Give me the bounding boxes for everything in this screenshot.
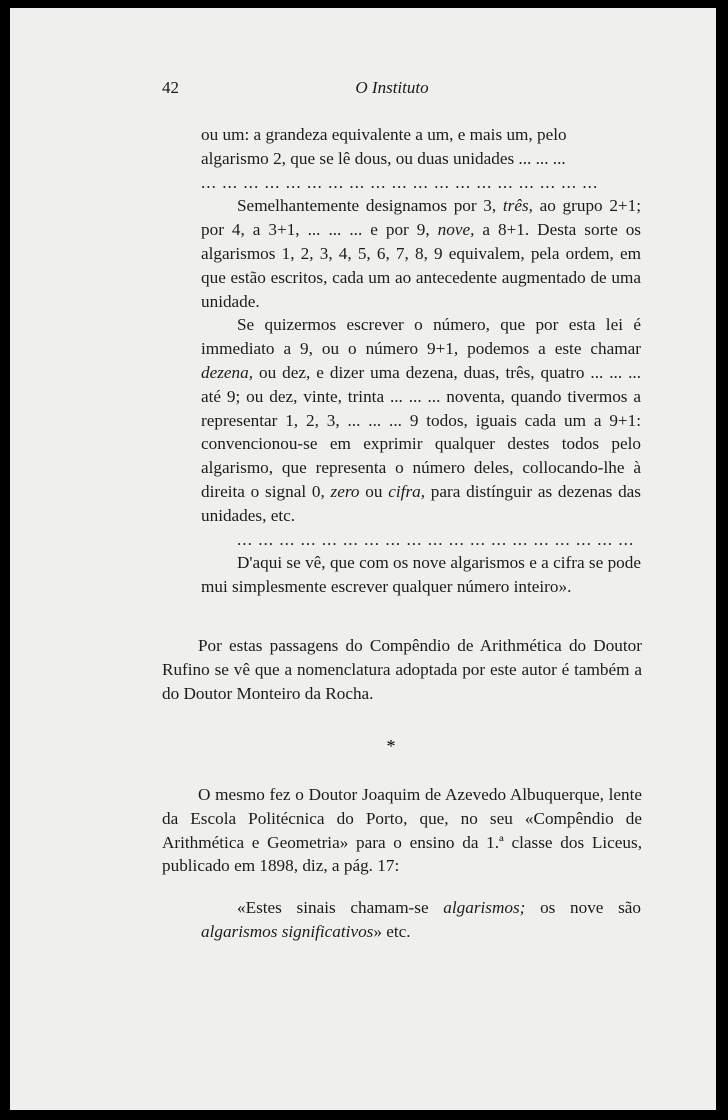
ellipsis-line-2: ... ... ... ... ... ... ... ... ... ... ... ... ... ... ... ... ... ... ... [237, 529, 635, 549]
quote-block-1 [201, 123, 641, 599]
quote-paragraph-4: D'aqui se vê, que com os nove algarismos e a cifra se pode mui simplesmente escrever qualquer número inteiro». [201, 553, 641, 597]
quote-paragraph-3: Se quizermos escrever o número, que por esta lei é immediato a 9, ou o número 9+1, podemos a este chamar dezena, ou dez, e dizer uma dezena, duas, três, quatro ... ... ... até 9; ou dez, vinte, trinta ... ... ... noventa, quando tivermos a representar 1, 2, 3, ... ... ... 9 todos, iguais cada um a 9+1: convencionou-se em exprimir qualquer destes todos pelo algarismo, que representa o número deles, collocando-lhe à direita o signal 0, zero ou cifra, para distínguir as dezenas das unidades, etc. [201, 315, 641, 525]
quote-block-2: «Estes sinais chamam-se algarismos; os nove são algarismos significativos» etc. [201, 898, 641, 941]
section-separator: * [386, 736, 396, 756]
ellipsis-line-1: ... ... ... ... ... ... ... ... ... ... ... ... ... ... ... ... ... ... ... [201, 172, 599, 192]
page-number: 42 [162, 78, 179, 97]
paragraph-albuquerque: O mesmo fez o Doutor Joaquim de Azevedo Albuquerque, lente da Escola Politécnica do Porto, que, no seu «Compêndio de Arithmética e Geometria» para o ensino da 1.ª classe dos Liceus, publicado em 1898, diz, a pág. 17: [162, 785, 642, 876]
running-title: O Instituto [355, 78, 429, 97]
paragraph-rufino: Por estas passagens do Compêndio de Arithmética do Doutor Rufino se vê que a nomenclatura adoptada por este autor é também a do Doutor Monteiro da Rocha. [162, 636, 642, 703]
quote-paragraph-2: Semelhantemente designamos por 3, três, ao grupo 2+1; por 4, a 3+1, ... ... ... e por 9, nove, a 8+1. Desta sorte os algarismos 1, 2, 3, 4, 5, 6, 7, 8, 9 equivalem, pela ordem, em que estão escritos, cada um ao antecedente augmentado de uma unidade. [201, 196, 641, 311]
quote-line-1: ou um: a grandeza equivalente a um, e mais um, pelo [201, 125, 567, 144]
running-header [10, 78, 716, 102]
quote-line-2: algarismo 2, que se lê dous, ou duas unidades ... ... ... [201, 148, 566, 168]
page [10, 8, 716, 1110]
